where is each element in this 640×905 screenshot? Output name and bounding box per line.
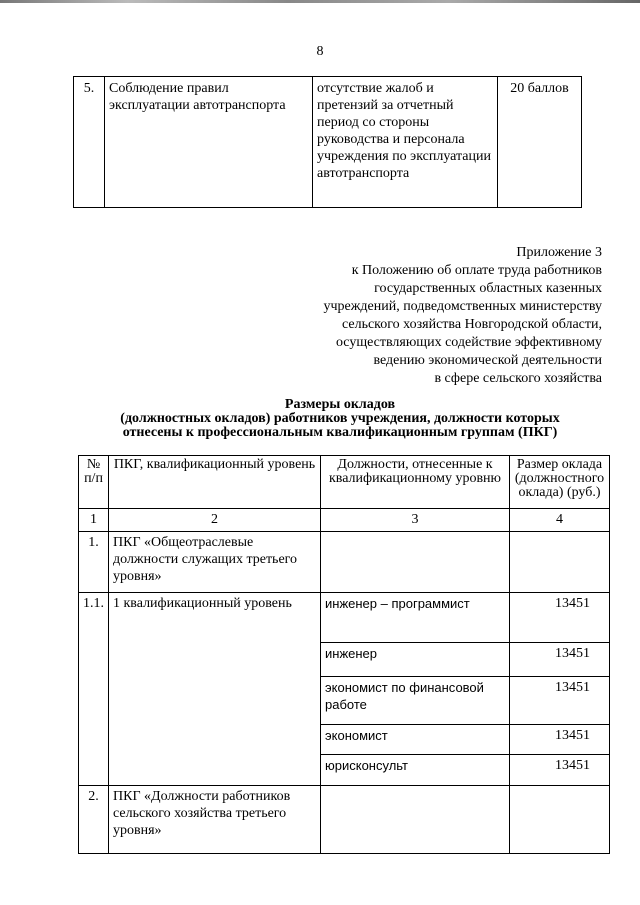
criteria-number: 5. (74, 77, 105, 208)
column-numbers-row (79, 509, 610, 532)
empty-cell (510, 786, 610, 854)
criteria-score: 20 баллов (498, 77, 582, 208)
title-line: Размеры окладов (284, 397, 396, 412)
group-name: ПКГ «Должности работников сельского хозяйства третьего уровня» (109, 786, 321, 854)
criteria-condition: отсутствие жалоб и претензий за отчетный период со стороны руководства и персонала учреждения по эксплуатации автотранспорта (313, 77, 498, 208)
level-name: 1 квалификационный уровень (109, 593, 321, 786)
header-positions: Должности, отнесенные к квалификационному уровню (321, 456, 510, 509)
column-number: 3 (321, 509, 510, 532)
appendix-line: к Положению об оплате труда работников (351, 263, 602, 278)
appendix-line: в сфере сельского хозяйства (434, 371, 602, 386)
page-number: 8 (316, 44, 324, 59)
criteria-name: Соблюдение правил эксплуатации автотранспорта (105, 77, 313, 208)
empty-cell (321, 786, 510, 854)
position-title: инженер – программист (321, 593, 510, 643)
appendix-line: учреждений, подведомственных министерству (323, 299, 602, 314)
header-salary: Размер оклада (должностного оклада) (руб.) (510, 456, 610, 509)
position-title: юрисконсульт (321, 755, 510, 786)
appendix-line: осуществляющих содействие эффективному (335, 335, 602, 350)
level-number: 1.1. (79, 593, 109, 786)
position-title: инженер (321, 643, 510, 677)
position-salary: 13451 (510, 725, 610, 755)
position-salary: 13451 (510, 677, 610, 725)
appendix-line: государственных областных казенных (374, 281, 602, 296)
title-line: (должностных окладов) работников учреждения, должности которых (120, 411, 560, 426)
position-salary: 13451 (510, 643, 610, 677)
position-salary: 13451 (510, 755, 610, 786)
section-title (60, 398, 620, 440)
group-number: 1. (79, 532, 109, 593)
group-name: ПКГ «Общеотраслевые должности служащих третьего уровня» (109, 532, 321, 593)
table-row (79, 593, 610, 643)
appendix-line: ведению экономической деятельности (373, 353, 602, 368)
appendix-line: сельского хозяйства Новгородской области, (342, 317, 602, 332)
table-row (79, 532, 610, 593)
empty-cell (321, 532, 510, 593)
header-no: № п/п (79, 456, 109, 509)
position-title: экономист (321, 725, 510, 755)
table-row (74, 77, 582, 208)
position-salary: 13451 (510, 593, 610, 643)
empty-cell (510, 532, 610, 593)
group-number: 2. (79, 786, 109, 854)
appendix-block (242, 244, 602, 388)
title-line: отнесены к профессиональным квалификационным группам (ПКГ) (122, 425, 558, 440)
table-row (79, 786, 610, 854)
position-title: экономист по финансовой работе (321, 677, 510, 725)
column-number: 2 (109, 509, 321, 532)
criteria-table (73, 76, 582, 208)
column-number: 4 (510, 509, 610, 532)
appendix-line: Приложение 3 (516, 245, 602, 260)
scan-top-edge (0, 0, 640, 3)
salary-table (78, 455, 610, 854)
header-row (79, 456, 610, 509)
column-number: 1 (79, 509, 109, 532)
header-pkg: ПКГ, квалификационный уровень (109, 456, 321, 509)
